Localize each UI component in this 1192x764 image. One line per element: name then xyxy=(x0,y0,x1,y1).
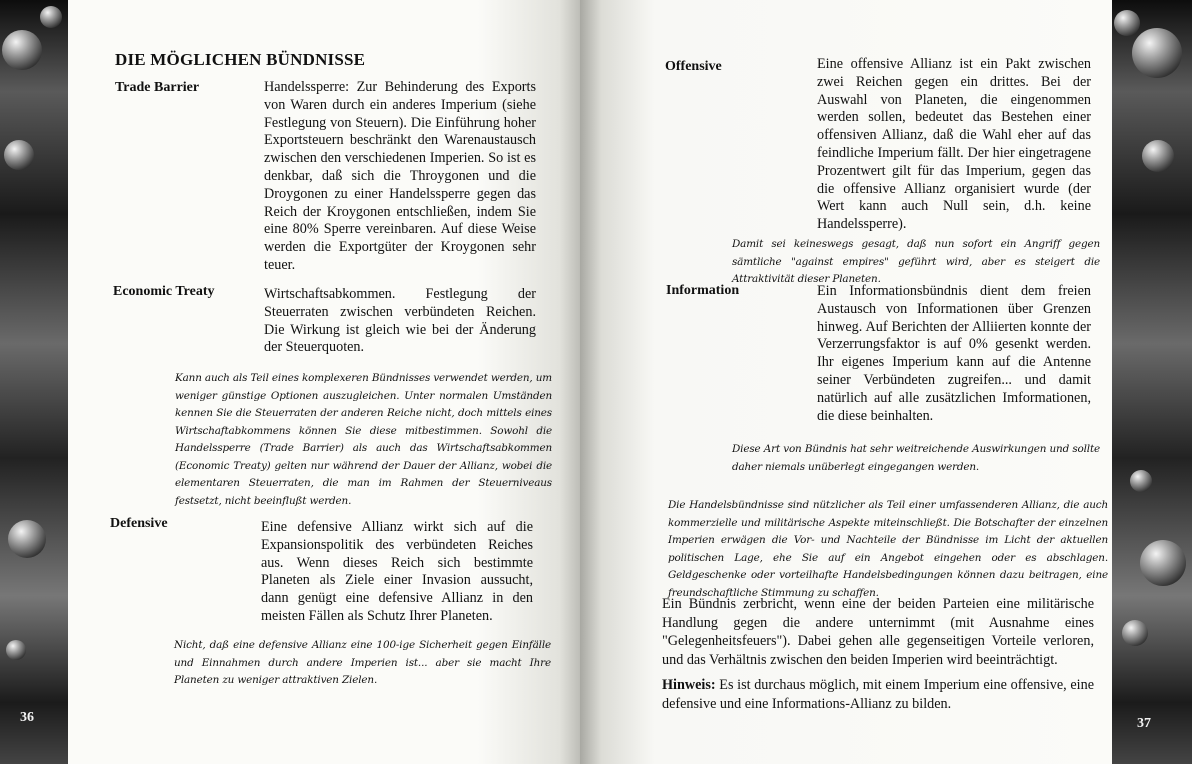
sphere-decoration xyxy=(1130,470,1152,492)
information-text: Ein Informationsbündnis dient dem freien Austausch von Informationen über Grenzen hinweg. Auf Berichten der Alliierten konnte der Verzerrungsfaktor is auf 0% gesenkt werden. Ihr eigenes Imperium kann auf die Antenne seiner Verbündeten zugreifen... und damit natürlich auf alle zusätzlichen Imformationen, die diese beinhalten. xyxy=(817,283,1091,424)
sphere-decoration xyxy=(6,640,26,660)
term-trade-barrier: Trade Barrier xyxy=(115,80,200,95)
hint-text: Es ist durchaus möglich, mit einem Imperium eine offensive, eine defensive und eine Informations-Allianz zu bilden. xyxy=(662,677,1094,712)
hint-paragraph xyxy=(662,676,1094,713)
sphere-decoration xyxy=(1132,28,1182,78)
left-border xyxy=(0,0,68,764)
sphere-decoration xyxy=(2,30,42,70)
sphere-decoration xyxy=(8,520,46,558)
treaty-note: Kann auch als Teil eines komplexeren Bündnisses verwendet werden, um weniger günstige Optionen auszugleichen. Unter normalen Umständen kennen Sie die Steuerraten der anderen Reiche nicht, doch mittels eines Wirtschaftabkommens können Sie diese mitbestimmen. Sowohl die Handelssperre (Trade Barrier) als auch das Wirtschaftsabkommen (Economic Treaty) gelten nur während der Dauer der Allianz, wobei die elementaren Steuerraten, die man im Rahmen der Steuerniveaus festsetzt, nicht beeinflußt werden. xyxy=(175,372,552,507)
defensive-note: Nicht, daß eine defensive Allianz eine 100-ige Sicherheit gegen Einfälle und Einnahmen durch andere Imperien ist... aber sie macht Ihre Planeten zu weniger attraktiven Zielen. xyxy=(174,639,551,686)
right-page xyxy=(580,0,1112,764)
term-defensive: Defensive xyxy=(110,516,168,531)
offensive-note: Damit sei keineswegs gesagt, daß nun sofort ein Angriff gegen sämtliche "against empires" geführt wird, aber es steigert die Attraktivität dieser Planeten. xyxy=(732,238,1100,285)
sphere-decoration xyxy=(40,6,62,28)
page-number-left: 36 xyxy=(20,710,34,725)
term-information: Information xyxy=(666,283,740,298)
section-heading: DIE MÖGLICHEN BÜNDNISSE xyxy=(115,50,366,69)
offensive-text: Eine offensive Allianz ist ein Pakt zwischen zwei Reichen gegen ein drittes. Bei der Auswahl von Planeten, die eingenommen werden sollen, bedeutet das Bestehen einer offensiven Allianz, daß die Wahl eher auf das feindliche Imperium fällt. Der hier eingetragene Prozentwert gilt für das Imperium, gegen das die offensive Allianz organisiert wurde (der Wert kann auch Null sein, d.h. keine Handelssperre). xyxy=(817,56,1091,233)
sphere-decoration xyxy=(4,140,34,170)
defensive-text: Eine defensive Allianz wirkt sich auf die Expansionspolitik des verbündeten Reiches aus. Wenn dieses Reich sich bestimmte Planeten als Ziele einer Invasion aussucht, dann genügt eine defensive Allianz in den meisten Fällen als Schutz Ihrer Planeten. xyxy=(261,519,533,624)
sphere-decoration xyxy=(1114,10,1140,36)
term-offensive: Offensive xyxy=(665,59,722,74)
economic-treaty-text: Wirtschaftsabkommen. Festlegung der Steuerraten zwischen verbündeten Reichen. Die Wirkung ist gleich wie bei der Änderung der Steuerquoten. xyxy=(264,286,536,356)
right-border xyxy=(1112,0,1192,764)
trade-alliance-note: Die Handelsbündnisse sind nützlicher als Teil einer umfassenderen Allianz, die auch kommerzielle und militärische Aspekte miteinschließt. Die Botschafter der einzelnen Imperien erwägen die Vor- und Nachteile der Bündnisse im Licht der aktuellen politischen Lage, ehe Sie auf ein Angebot eingehen oder es abschlagen. Geldgeschenke oder vorteilhafte Handelsbedingungen können dazu beitragen, eine freundschaftliche Stimmung zu schaffen. xyxy=(668,499,1108,599)
term-economic-treaty: Economic Treaty xyxy=(113,284,215,299)
trade-barrier-text: Handelssperre: Zur Behinderung des Exports von Waren durch ein anderes Imperium (siehe Festlegung von Steuern). Die Einführung hoher Exportsteuern beschränkt den Warenaustausch zwischen den verschiedenen Imperien. So ist es denkbar, daß sich die Throygonen und die Droygonen zu einer Handelssperre gegen das Reich der Kroygonen entschließen, indem Sie eine 80% Sperre vereinbaren. Auf diese Weise werden die Exportgüter der Kroygonen sehr teuer. xyxy=(264,79,536,273)
sphere-decoration xyxy=(1140,540,1186,586)
page-number-right: 37 xyxy=(1137,716,1151,731)
alliance-break-text: Ein Bündnis zerbricht, wenn eine der beiden Parteien eine militärische Handlung gegen die andere unternimmt (mit Ausnahme eines "Gelegenheitsfeuers"). Dabei gehen alle gegenseitigen Vorteile verloren, und das Verhältnis zwischen den beiden Imperien wird beeinträchtigt. xyxy=(662,596,1094,668)
left-page xyxy=(68,0,580,764)
sphere-decoration xyxy=(1122,620,1148,646)
sphere-decoration xyxy=(1142,140,1174,172)
information-note: Diese Art von Bündnis hat sehr weitreichende Auswirkungen und sollte daher niemals unüberlegt eingegangen werden. xyxy=(732,443,1100,473)
hint-label: Hinweis: xyxy=(662,677,716,693)
